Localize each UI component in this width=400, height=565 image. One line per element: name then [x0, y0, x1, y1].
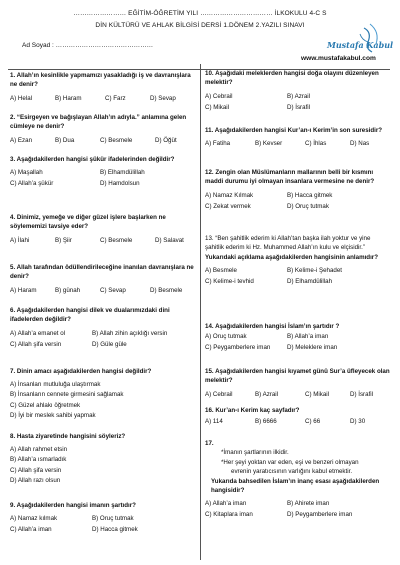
option[interactable]: C) İhlas	[305, 140, 327, 148]
question-9	[10, 501, 196, 535]
question-6	[10, 306, 196, 350]
option[interactable]: C) 66	[305, 418, 321, 426]
question-text: 11. Aşağıdakilerden hangisi Kur’an-ı Kerim’in son suresidir?	[205, 127, 383, 134]
question-text: 7. Dinin amacı aşağıdakilerden hangisi değildir?	[10, 368, 152, 375]
option[interactable]: B) Azrail	[287, 92, 311, 100]
option[interactable]: C) Allah’a iman	[10, 526, 52, 534]
question-15	[205, 367, 391, 400]
option[interactable]: B) Allah zihin açıklığı versin	[92, 329, 168, 337]
option[interactable]: B) Şiir	[55, 236, 72, 244]
option[interactable]: A) Allah’a iman	[205, 500, 247, 508]
option[interactable]: C) Allah şifa versin	[10, 466, 62, 474]
option[interactable]: D) İsrafil	[350, 390, 374, 398]
header-line-1: …………………… EĞİTİM-ÖĞRETİM YILI …………………………… İLKOKULU 4-C S	[73, 10, 327, 17]
question-4	[10, 213, 196, 246]
question-17	[205, 439, 391, 520]
option[interactable]: A) Besmele	[205, 267, 237, 275]
question-text: 14. Aşağıdakilerden hangisi İslam’ın şartıdır ?	[205, 323, 340, 330]
option[interactable]: A) Namaz kılmak	[10, 515, 58, 523]
option[interactable]: A) Fatiha	[205, 140, 231, 148]
option[interactable]: C) Kitaplara iman	[205, 511, 253, 519]
option[interactable]: B) 6666	[255, 418, 277, 426]
option[interactable]: A) Haram	[10, 286, 37, 294]
option[interactable]: A) Cebrail	[205, 390, 233, 398]
question-14	[205, 322, 391, 353]
option[interactable]: C) Mikail	[305, 390, 330, 398]
question-1	[10, 71, 196, 104]
option[interactable]: D) Peygamberlere iman	[287, 511, 353, 519]
question-text: 5. Allah tarafından ödüllendirileceğine inanılan davranışlara ne denir?	[10, 264, 194, 281]
option[interactable]: A) Ezan	[10, 136, 33, 144]
question-7	[10, 367, 196, 421]
option[interactable]: D) Güle güle	[92, 340, 127, 348]
question-text: 12. Zengin olan Müslümanların mallarının belli bir kısmını maddi durumu iyi olmayan insanlara vermesine ne denir?	[205, 169, 375, 186]
option[interactable]: B) Kelime-i Şehadet	[287, 267, 343, 275]
question-text: 9. Aşağıdakilerden hangisi imanın şartıdır?	[10, 502, 136, 509]
option[interactable]: A) Maşallah	[10, 169, 43, 177]
question-text: 6. Aşağıdakilerden hangisi dilek ve dualarımızdaki dini ifadelerden değildir?	[10, 307, 170, 324]
question-text: 8. Hasta ziyaretinde hangisini söyleriz?	[10, 433, 126, 440]
question-text: 1. Allah’ın kesinlikle yapmamızı yasakladığı iş ve davranışlara ne denir?	[10, 72, 191, 89]
question-3	[10, 155, 196, 189]
option[interactable]: A) İnsanları mutluluğa ulaştırmak	[10, 380, 101, 388]
option[interactable]: A) Allah’a emanet ol	[10, 329, 66, 337]
header-line-2: DİN KÜLTÜRÜ VE AHLAK BİLGİSİ DERSİ 1.DÖNEM 2.YAZILI SINAVI	[95, 22, 305, 29]
question-text: 16. Kur’an-ı Kerim kaç sayfadır?	[205, 407, 300, 414]
option[interactable]: B) Dua	[55, 136, 75, 144]
option[interactable]: B) Azrail	[255, 390, 279, 398]
question-text: 10. Aşağıdaki meleklerden hangisi doğa olayını düzenleyen melektir?	[205, 70, 379, 87]
option[interactable]: A) Helal	[10, 94, 33, 102]
question-prompt: Yukarıda bahsedilen İslam’ın inanç esası aşağıdakilerden hangisidir?	[211, 477, 380, 495]
option[interactable]: D) 30	[350, 418, 366, 426]
option[interactable]: B) günah	[55, 286, 81, 294]
option[interactable]: B) Kevser	[255, 140, 283, 148]
option[interactable]: C) Farz	[105, 94, 126, 102]
question-text: 13. “Ben şahitlik ederim ki Allah’tan başka ilah yoktur ve yine şahitlik ederim ki Hz. Muhammed Allah’ın kulu ve elçisidir.”	[205, 235, 371, 252]
option[interactable]: B) Hacca gitmek	[287, 191, 333, 199]
question-prompt: Yukarıdaki açıklama aşağıdakilerden hangisinin anlamıdır?	[205, 253, 378, 261]
option[interactable]: B) Haram	[55, 94, 82, 102]
option[interactable]: C) Besmele	[100, 236, 133, 244]
option[interactable]: A) 114	[205, 418, 223, 426]
option[interactable]: C) Allah’a şükür	[10, 180, 54, 188]
question-8	[10, 432, 196, 486]
question-text: 17.	[205, 440, 214, 447]
option[interactable]: D) Hamdolsun	[100, 180, 140, 188]
option[interactable]: A) Namaz Kılmak	[205, 191, 254, 199]
question-16	[205, 406, 391, 427]
question-notes	[205, 448, 391, 476]
option[interactable]: D) İsrafil	[287, 103, 311, 111]
column-divider	[200, 64, 201, 560]
option[interactable]: A) Cebrail	[205, 92, 233, 100]
question-text: 4. Dinimiz, yemeğe ve diğer güzel işlere başlarken ne söylememizi tavsiye eder?	[10, 214, 166, 231]
option[interactable]: D) Öğüt	[155, 136, 177, 144]
option[interactable]: D) Allah razı olsun	[10, 477, 61, 485]
option[interactable]: C) Allah şifa versin	[10, 340, 62, 348]
option[interactable]: D) Besmele	[150, 286, 183, 294]
option[interactable]: D) Salavat	[155, 236, 184, 244]
option[interactable]: D) Sevap	[150, 94, 176, 102]
option[interactable]: A) Oruç tutmak	[205, 333, 247, 341]
question-2	[10, 113, 196, 146]
option[interactable]: D) Oruç tutmak	[287, 202, 329, 210]
option[interactable]: B) Oruç tutmak	[92, 515, 134, 523]
option[interactable]: D) Meleklere iman	[287, 344, 338, 352]
question-5	[10, 263, 196, 296]
option[interactable]: B) Ahirete iman	[287, 500, 330, 508]
option[interactable]: C) Mikail	[205, 103, 230, 111]
note-line: *Her şeyi yoktan var eden, eşi ve benzeri olmayan	[221, 458, 359, 466]
question-11	[205, 126, 391, 149]
question-text: 3. Aşağıdakilerden hangisi şükür ifadelerinden değildir?	[10, 156, 175, 163]
option[interactable]: D) Nas	[350, 140, 370, 148]
option[interactable]: C) Peygamberlere iman	[205, 344, 271, 352]
option[interactable]: A) İlahi	[10, 236, 30, 244]
question-text: 2. “Esirgeyen ve bağışlayan Allah’ın adıyla.” anlamına gelen cümleye ne denir?	[10, 114, 187, 131]
option[interactable]: D) Hacca gitmek	[92, 526, 138, 534]
option[interactable]: C) Güzel ahlakı öğretmek	[10, 401, 81, 409]
option[interactable]: C) Besmele	[100, 136, 133, 144]
option[interactable]: C) Zekat vermek	[205, 202, 251, 210]
question-13	[205, 234, 391, 287]
option[interactable]: B) Elhamdülillah	[100, 169, 145, 177]
option[interactable]: B) Allah’a iman	[287, 333, 329, 341]
option[interactable]: B) Allah’a ısmarladık	[10, 456, 67, 464]
name-field-label: Ad Soyad : ………………………………………	[22, 42, 154, 49]
question-text: 15. Aşağıdakilerden hangisi kıyamet günü Sur’a üfleyecek olan melektir?	[205, 368, 390, 385]
logo-text: Mustafa Kabul	[327, 40, 394, 50]
note-line: evrenin yaratıcısının varlığını kabul etmektir.	[231, 468, 353, 476]
option[interactable]: D) Elhamdülillah	[287, 278, 333, 286]
question-10	[205, 69, 391, 113]
option[interactable]: A) Allah rahmet etsin	[10, 445, 68, 453]
divider-left	[8, 69, 200, 70]
note-line: *İmanın şartlarının ilkidir.	[221, 449, 289, 457]
option[interactable]: B) İnsanların cennete girmesini sağlamak	[10, 391, 124, 399]
website-link[interactable]: www.mustafakabul.com	[301, 55, 376, 62]
option[interactable]: D) İyi bir meslek sahibi yapmak	[10, 412, 96, 420]
question-12	[205, 168, 391, 212]
option[interactable]: C) Sevap	[100, 286, 126, 294]
option[interactable]: C) Kelime-i tevhid	[205, 278, 254, 286]
